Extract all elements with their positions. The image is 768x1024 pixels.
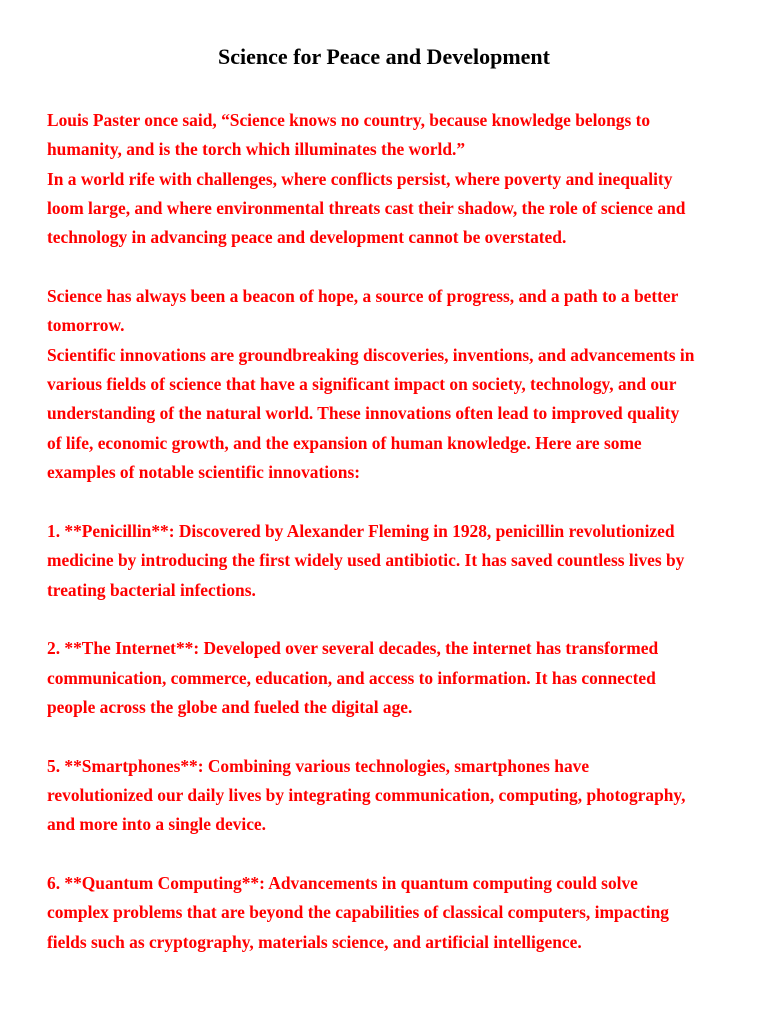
paragraph-line: humanity, and is the torch which illuminates the world.”: [47, 139, 466, 160]
paragraph-line: Science has always been a beacon of hope, a source of progress, and a path to a better: [47, 286, 679, 307]
paragraph-line: Louis Paster once said, “Science knows no country, because knowledge belongs to: [47, 110, 651, 130]
paragraph-line: 5. **Smartphones**: Combining various technologies, smartphones have: [47, 755, 590, 776]
paragraph-line: loom large, and where environmental threats cast their shadow, the role of science and: [47, 198, 686, 219]
paragraph-line: complex problems that are beyond the capabilities of classical computers, impacting: [47, 902, 670, 923]
paragraph-line: and more into a single device.: [47, 814, 266, 835]
blank-line: [47, 487, 737, 516]
paragraph-line: people across the globe and fueled the digital age.: [47, 696, 413, 717]
paragraph-line: Scientific innovations are groundbreaking discoveries, inventions, and advancements in: [47, 344, 695, 365]
paragraph-line: communication, commerce, education, and access to information. It has connected: [47, 667, 656, 688]
paragraph-line: treating bacterial infections.: [47, 579, 256, 600]
paragraph-line: 6. **Quantum Computing**: Advancements in quantum computing could solve: [47, 872, 638, 893]
paragraph-line: medicine by introducing the first widely used antibiotic. It has saved countless lives by: [47, 550, 685, 571]
paragraph-line: various fields of science that have a significant impact on society, technology, and our: [47, 374, 677, 395]
blank-line: [47, 605, 737, 634]
paragraph-line: revolutionized our daily lives by integrating communication, computing, photography,: [47, 784, 686, 805]
paragraph-line: of life, economic growth, and the expansion of human knowledge. Here are some: [47, 432, 642, 453]
paragraph-line: examples of notable scientific innovations:: [47, 462, 361, 483]
paragraph-line: technology in advancing peace and development cannot be overstated.: [47, 227, 567, 248]
paragraph-line: 2. **The Internet**: Developed over several decades, the internet has transformed: [47, 638, 659, 659]
paragraph-line: understanding of the natural world. These innovations often lead to improved quality: [47, 403, 680, 424]
blank-line: [47, 253, 737, 282]
paragraph-line: fields such as cryptography, materials science, and artificial intelligence.: [47, 931, 582, 952]
document-title: Science for Peace and Development: [218, 44, 550, 69]
document-body: [47, 106, 737, 957]
paragraph-line: In a world rife with challenges, where conflicts persist, where poverty and inequality: [47, 168, 673, 189]
blank-line: [47, 722, 737, 751]
paragraph-line: 1. **Penicillin**: Discovered by Alexander Fleming in 1928, penicillin revolutionized: [47, 520, 675, 541]
paragraph-line: tomorrow.: [47, 315, 125, 336]
blank-line: [47, 840, 737, 869]
